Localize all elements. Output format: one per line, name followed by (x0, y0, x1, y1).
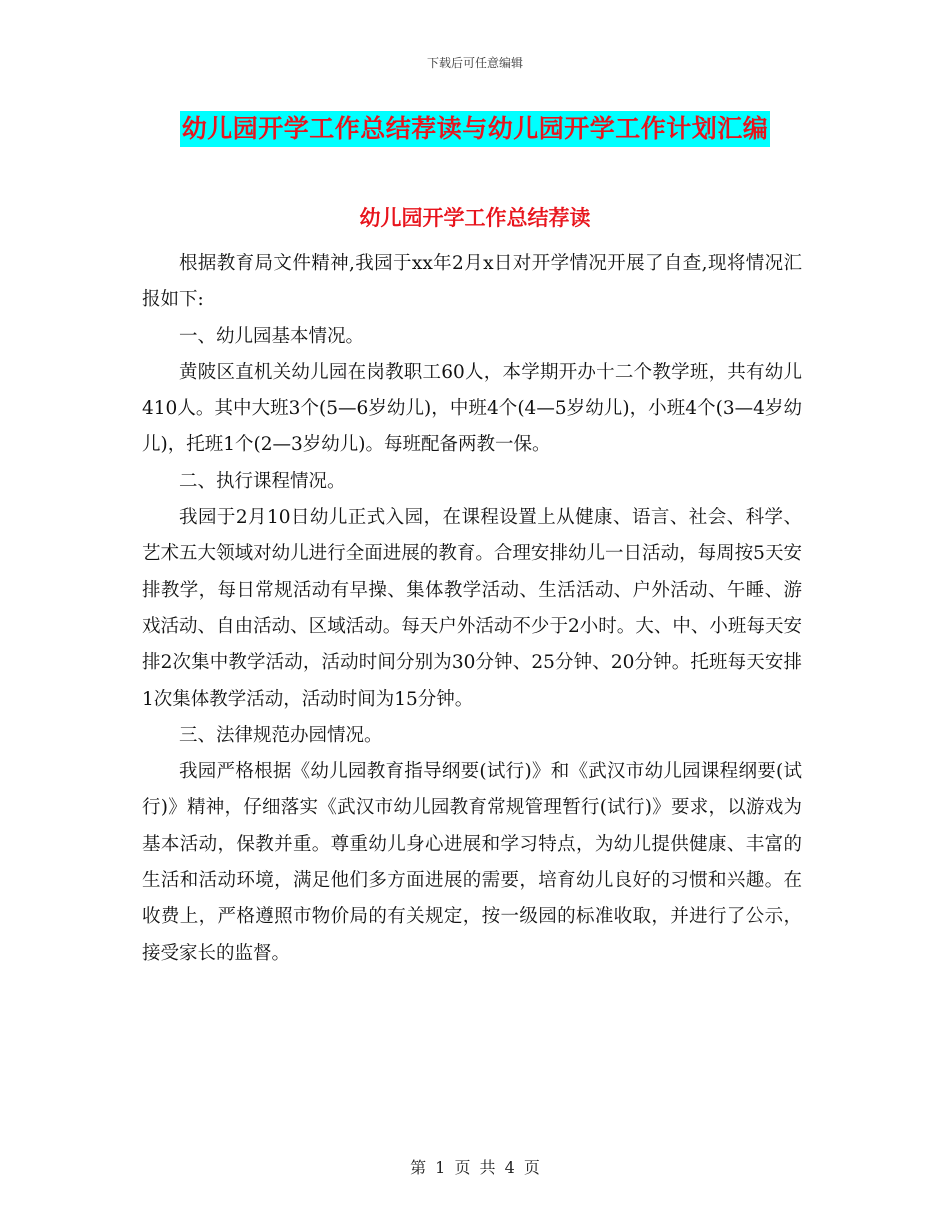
paragraph-regulation: 我园严格根据《幼儿园教育指导纲要(试行)》和《武汉市幼儿园课程纲要(试行)》精神，仔细落实《武汉市幼儿园教育常规管理暂行(试行)》要求，以游戏为基本活动，保教并重。尊重幼儿身心进展和学习特点，为幼儿提供健康、丰富的生活和活动环境，满足他们多方面进展的需要，培育幼儿良好的习惯和兴趣。在收费上，严格遵照市物价局的有关规定，按一级园的标准收取，并进行了公示，接受家长的监督。 (142, 761, 802, 964)
header-note: 下载后可任意编辑 (426, 56, 523, 70)
paragraph-curriculum: 我园于2月10日幼儿正式入园，在课程设置上从健康、语言、社会、科学、艺术五大领域对幼儿进行全面进展的教育。合理安排幼儿一日活动，每周按5天安排教学，每日常规活动有早操、集体教学活动、生活活动、户外活动、午睡、游戏活动、自由活动、区域活动。每天户外活动不少于2小时。大、中、小班每天安排2次集中教学活动，活动时间分别为30分钟、25分钟、20分钟。托班每天安排1次集体教学活动，活动时间为15分钟。 (142, 507, 802, 710)
paragraph-basic-info: 黄陂区直机关幼儿园在岗教职工60人，本学期开办十二个教学班，共有幼儿410人。其中大班3个(5—6岁幼儿)，中班4个(4—5岁幼儿)，小班4个(3—4岁幼儿)，托班1个(2—3岁幼儿)。每班配备两教一保。 (142, 361, 802, 456)
heading-basic-info: 一、幼儿园基本情况。 (179, 325, 365, 347)
document-body (142, 246, 802, 972)
heading-curriculum: 二、执行课程情况。 (179, 470, 346, 492)
main-title-container (0, 111, 950, 147)
main-title: 幼儿园开学工作总结荐读与幼儿园开学工作计划汇编 (180, 111, 771, 147)
page-number: 第 1 页 共 4 页 (410, 1158, 540, 1177)
section-title: 幼儿园开学工作总结荐读 (359, 206, 591, 230)
heading-regulation: 三、法律规范办园情况。 (179, 724, 383, 746)
paragraph-intro: 根据教育局文件精神,我园于xx年2月x日对开学情况开展了自查,现将情况汇报如下: (142, 253, 802, 311)
